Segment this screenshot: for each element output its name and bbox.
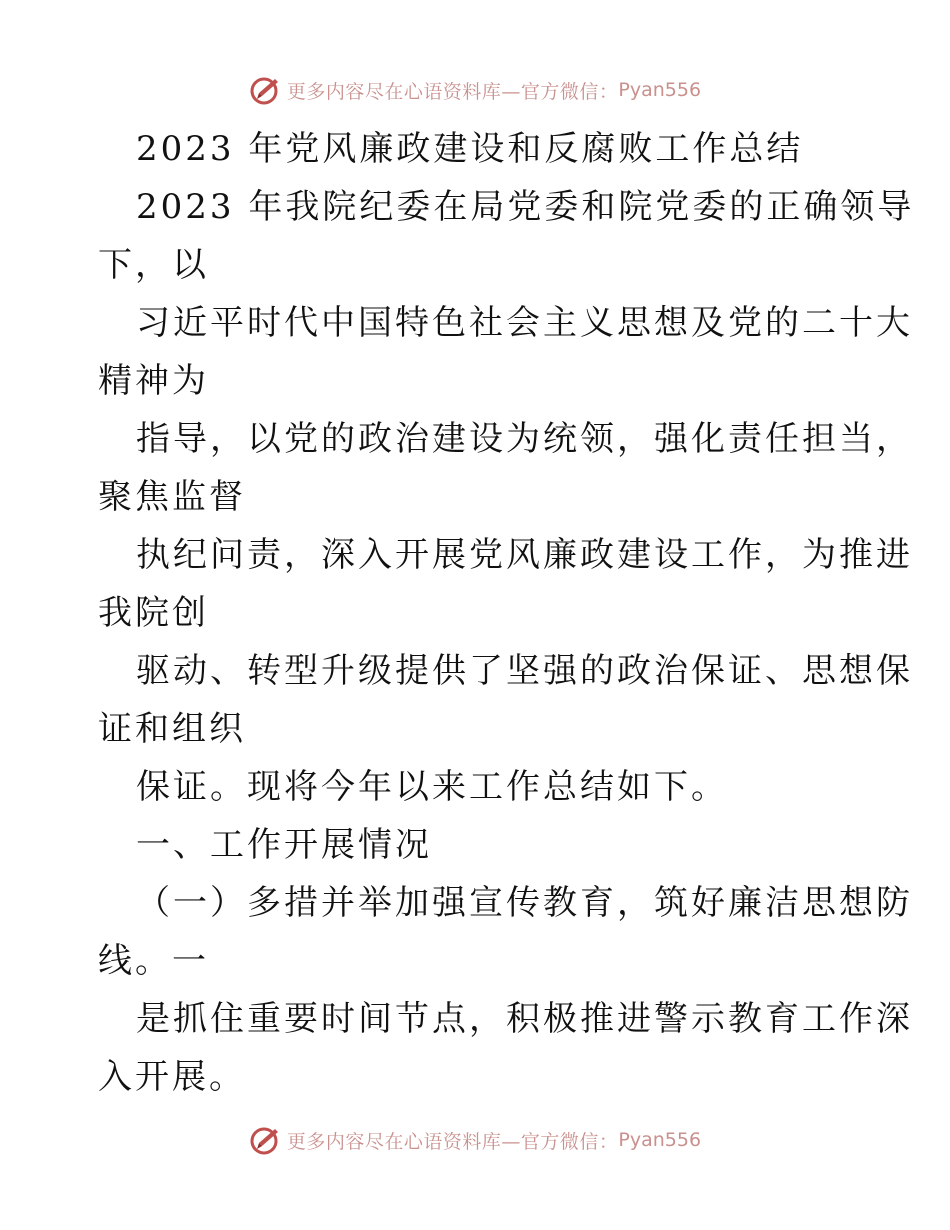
logo-icon [249,73,283,107]
paragraph-line: 线。一 [98,941,209,981]
paragraph-line: 执纪问责，深入开展党风廉政建设工作，为推进 [136,535,913,575]
paragraph-line: 我院创 [98,593,209,633]
header-watermark [0,70,950,110]
watermark-wechat-id: Pyan556 [618,1129,702,1151]
logo-icon [249,1123,283,1157]
paragraph-line: 习近平时代中国特色社会主义思想及党的二十大 [136,303,913,343]
paragraph-line: 保证。现将今年以来工作总结如下。 [136,767,728,807]
paragraph-line: 是抓住重要时间节点，积极推进警示教育工作深 [136,999,913,1039]
paragraph-line: 指导，以党的政治建设为统领，强化责任担当， [136,419,913,459]
paragraph-line: 入开展。 [98,1057,246,1097]
paragraph-line: 驱动、转型升级提供了坚强的政治保证、思想保 [136,651,913,691]
watermark-text: 更多内容尽在心语资料库—官方微信： [286,80,619,103]
paragraph-line: 聚焦监督 [98,477,246,517]
watermark-text: 更多内容尽在心语资料库—官方微信： [286,1130,619,1153]
footer-watermark [0,1120,950,1160]
document-title: 2023 年党风廉政建设和反腐败工作总结 [136,129,804,169]
paragraph-line: 证和组织 [98,709,246,749]
paragraph-line: 2023 年我院纪委在局党委和院党委的正确领导 [136,187,915,227]
section-heading: 一、工作开展情况 [136,825,432,865]
watermark-wechat-id: Pyan556 [618,79,702,101]
paragraph-line: 下，以 [98,245,209,285]
paragraph-line: 精神为 [98,361,209,401]
document-body [98,120,915,1106]
subsection-heading: （一）多措并举加强宣传教育，筑好廉洁思想防 [136,883,913,923]
